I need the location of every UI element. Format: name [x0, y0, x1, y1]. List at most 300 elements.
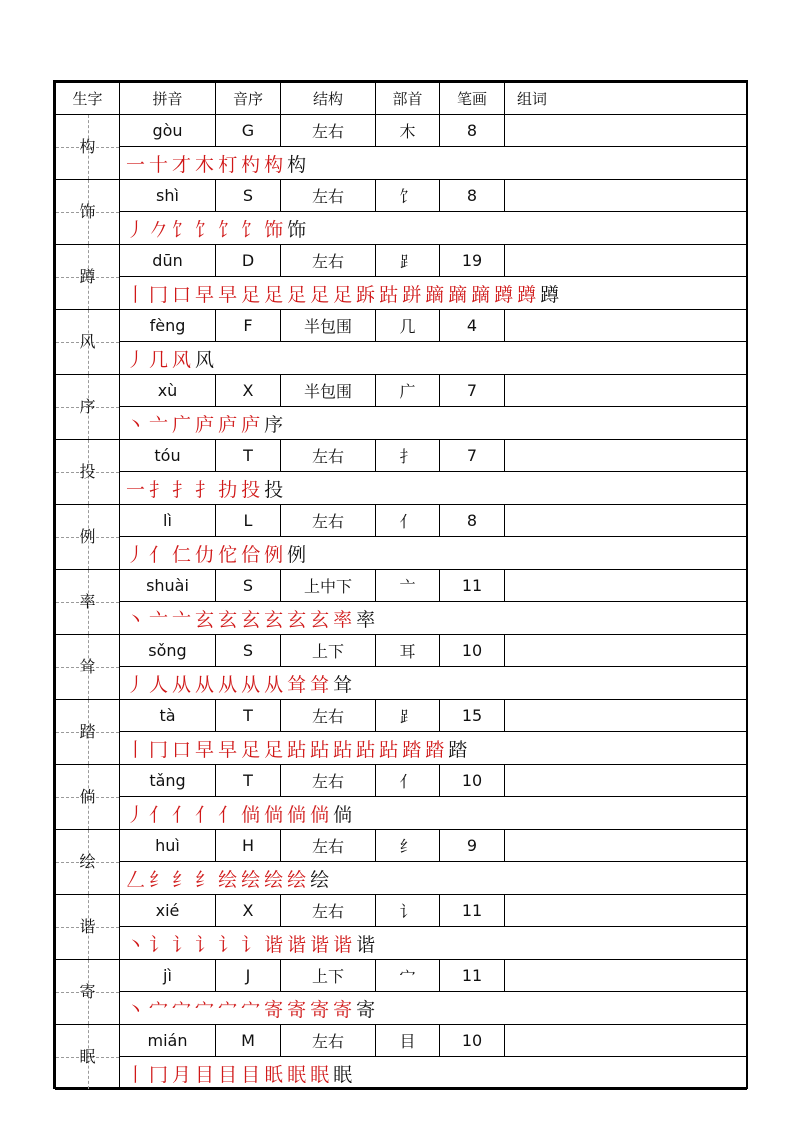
- stroke-step: 从: [172, 673, 192, 696]
- bihua-cell: 15: [440, 700, 505, 732]
- stroke-step: 丿: [126, 218, 146, 241]
- stroke-step: 庐: [218, 413, 238, 436]
- yinxu-cell: H: [216, 830, 281, 862]
- stroke-order-cell: [120, 1057, 747, 1090]
- stroke-step: 佗: [218, 543, 238, 566]
- header-shengzi: 生字: [56, 83, 120, 115]
- stroke-step: 庐: [241, 413, 261, 436]
- stroke-step: 丶: [126, 413, 146, 436]
- character-rows: [56, 115, 747, 1090]
- character-worksheet: [53, 80, 748, 1089]
- zuci-cell[interactable]: [505, 440, 747, 472]
- stroke-step: 饣: [241, 218, 261, 241]
- stroke-step: 玄: [195, 608, 215, 631]
- char-info-row: [56, 960, 747, 992]
- jiegou-cell: 半包围: [281, 310, 376, 342]
- stroke-step: 跅: [356, 283, 376, 306]
- bihua-cell: 10: [440, 765, 505, 797]
- stroke-step: 倘: [287, 803, 307, 826]
- stroke-order-cell: [120, 667, 747, 700]
- shengzi-cell: [56, 960, 120, 1025]
- stroke-order-row: [56, 732, 747, 765]
- stroke-step: 例: [287, 543, 307, 566]
- stroke-order-row: [56, 407, 747, 440]
- bushou-cell: 饣: [376, 180, 440, 212]
- stroke-step: 扌: [195, 478, 215, 501]
- stroke-step: 一: [126, 153, 146, 176]
- stroke-step: 亻: [218, 803, 238, 826]
- stroke-step: 风: [195, 348, 215, 371]
- stroke-order-cell: [120, 472, 747, 505]
- bihua-cell: 9: [440, 830, 505, 862]
- pinyin-cell: tóu: [120, 440, 216, 472]
- stroke-step: 蹢: [471, 283, 491, 306]
- stroke-step: 倘: [310, 803, 330, 826]
- stroke-step: 耸: [333, 673, 353, 696]
- stroke-step: 倘: [333, 803, 353, 826]
- stroke-step: 早: [218, 283, 238, 306]
- stroke-step: 广: [172, 413, 192, 436]
- stroke-order-cell: [120, 992, 747, 1025]
- stroke-step: 扐: [218, 478, 238, 501]
- stroke-step: 踏: [402, 738, 422, 761]
- bushou-cell: 讠: [376, 895, 440, 927]
- stroke-step: 宀: [172, 998, 192, 1021]
- zuci-cell[interactable]: [505, 310, 747, 342]
- zuci-cell[interactable]: [505, 375, 747, 407]
- stroke-order-row: [56, 797, 747, 830]
- stroke-step: 蹲: [494, 283, 514, 306]
- char-info-row: [56, 245, 747, 277]
- char-info-row: [56, 635, 747, 667]
- stroke-step: 构: [287, 153, 307, 176]
- bihua-cell: 10: [440, 1025, 505, 1057]
- stroke-step: 亠: [149, 413, 169, 436]
- stroke-order-row: [56, 277, 747, 310]
- bihua-cell: 8: [440, 505, 505, 537]
- stroke-step: 丶: [126, 998, 146, 1021]
- stroke-step: 从: [241, 673, 261, 696]
- pinyin-cell: gòu: [120, 115, 216, 147]
- stroke-step: 朾: [218, 153, 238, 176]
- jiegou-cell: 半包围: [281, 375, 376, 407]
- stroke-step: 足: [287, 283, 307, 306]
- stroke-step: 跕: [379, 738, 399, 761]
- bihua-cell: 10: [440, 635, 505, 667]
- yinxu-cell: D: [216, 245, 281, 277]
- stroke-step: 踏: [448, 738, 468, 761]
- header-pinyin: 拼音: [120, 83, 216, 115]
- stroke-step: 扌: [172, 478, 192, 501]
- shengzi-cell: [56, 830, 120, 895]
- character-glyph: 绘: [79, 852, 96, 871]
- header-zuci: 组词: [505, 83, 747, 115]
- bihua-cell: 19: [440, 245, 505, 277]
- stroke-step: 目: [195, 1063, 215, 1086]
- stroke-order-row: [56, 927, 747, 960]
- shengzi-cell: [56, 700, 120, 765]
- zuci-cell[interactable]: [505, 570, 747, 602]
- stroke-step: 玄: [287, 608, 307, 631]
- stroke-step: 饣: [218, 218, 238, 241]
- shengzi-cell: [56, 440, 120, 505]
- stroke-step: 蹲: [540, 283, 560, 306]
- jiegou-cell: 左右: [281, 505, 376, 537]
- stroke-step: 人: [149, 673, 169, 696]
- character-glyph: 谐: [79, 917, 96, 936]
- stroke-step: 冂: [149, 1063, 169, 1086]
- stroke-step: 玄: [310, 608, 330, 631]
- bushou-cell: ⻊: [376, 245, 440, 277]
- bushou-cell: 宀: [376, 960, 440, 992]
- zuci-cell[interactable]: [505, 635, 747, 667]
- pinyin-cell: shuài: [120, 570, 216, 602]
- shengzi-cell: [56, 505, 120, 570]
- bihua-cell: 11: [440, 895, 505, 927]
- yinxu-cell: J: [216, 960, 281, 992]
- yinxu-cell: S: [216, 570, 281, 602]
- stroke-step: 寄: [264, 998, 284, 1021]
- stroke-step: 从: [195, 673, 215, 696]
- stroke-step: 扌: [149, 478, 169, 501]
- stroke-order-cell: [120, 537, 747, 570]
- stroke-step: 早: [195, 738, 215, 761]
- stroke-order-cell: [120, 797, 747, 830]
- stroke-step: 冂: [149, 738, 169, 761]
- stroke-step: 目: [218, 1063, 238, 1086]
- stroke-step: 谐: [310, 933, 330, 956]
- bihua-cell: 8: [440, 180, 505, 212]
- char-info-row: [56, 830, 747, 862]
- zuci-cell[interactable]: [505, 700, 747, 732]
- yinxu-cell: T: [216, 700, 281, 732]
- bushou-cell: 纟: [376, 830, 440, 862]
- jiegou-cell: 左右: [281, 895, 376, 927]
- stroke-step: 风: [172, 348, 192, 371]
- jiegou-cell: 左右: [281, 180, 376, 212]
- stroke-step: 倘: [241, 803, 261, 826]
- stroke-order-row: [56, 667, 747, 700]
- yinxu-cell: S: [216, 635, 281, 667]
- stroke-step: 丿: [126, 803, 146, 826]
- zuci-cell[interactable]: [505, 765, 747, 797]
- stroke-step: 丨: [126, 738, 146, 761]
- stroke-step: 绘: [218, 868, 238, 891]
- stroke-step: 绘: [310, 868, 330, 891]
- yinxu-cell: L: [216, 505, 281, 537]
- shengzi-cell: [56, 115, 120, 180]
- jiegou-cell: 左右: [281, 1025, 376, 1057]
- bushou-cell: 亻: [376, 505, 440, 537]
- stroke-step: 跕: [287, 738, 307, 761]
- yinxu-cell: M: [216, 1025, 281, 1057]
- pinyin-cell: fèng: [120, 310, 216, 342]
- bushou-cell: 目: [376, 1025, 440, 1057]
- stroke-step: 从: [218, 673, 238, 696]
- stroke-step: 足: [333, 283, 353, 306]
- stroke-step: 宀: [241, 998, 261, 1021]
- header-bihua: 笔画: [440, 83, 505, 115]
- character-glyph: 风: [79, 332, 96, 351]
- stroke-step: 丿: [126, 348, 146, 371]
- stroke-step: 耸: [310, 673, 330, 696]
- zuci-cell[interactable]: [505, 830, 747, 862]
- stroke-step: 饰: [287, 218, 307, 241]
- stroke-step: 丿: [126, 673, 146, 696]
- yinxu-cell: X: [216, 895, 281, 927]
- shengzi-cell: [56, 570, 120, 635]
- stroke-step: 谐: [264, 933, 284, 956]
- stroke-order-row: [56, 472, 747, 505]
- jiegou-cell: 左右: [281, 830, 376, 862]
- stroke-step: 早: [195, 283, 215, 306]
- stroke-step: 宀: [149, 998, 169, 1021]
- stroke-order-row: [56, 1057, 747, 1090]
- stroke-step: 绘: [287, 868, 307, 891]
- stroke-step: 𠂊: [149, 218, 169, 241]
- stroke-step: 绘: [264, 868, 284, 891]
- stroke-step: 目: [241, 1063, 261, 1086]
- stroke-order-cell: [120, 147, 747, 180]
- stroke-step: 口: [172, 738, 192, 761]
- stroke-order-row: [56, 992, 747, 1025]
- stroke-step: 亻: [172, 803, 192, 826]
- stroke-step: 杓: [241, 153, 261, 176]
- bihua-cell: 7: [440, 375, 505, 407]
- character-glyph: 眠: [79, 1047, 96, 1066]
- bihua-cell: 4: [440, 310, 505, 342]
- stroke-step: 月: [172, 1063, 192, 1086]
- stroke-step: 率: [333, 608, 353, 631]
- pinyin-cell: dūn: [120, 245, 216, 277]
- stroke-step: 从: [264, 673, 284, 696]
- stroke-step: 谐: [287, 933, 307, 956]
- yinxu-cell: F: [216, 310, 281, 342]
- stroke-step: 饣: [172, 218, 192, 241]
- zuci-cell[interactable]: [505, 245, 747, 277]
- zuci-cell[interactable]: [505, 960, 747, 992]
- stroke-order-row: [56, 342, 747, 375]
- character-glyph: 投: [79, 462, 96, 481]
- stroke-step: 寄: [333, 998, 353, 1021]
- stroke-step: 眠: [310, 1063, 330, 1086]
- jiegou-cell: 左右: [281, 440, 376, 472]
- zuci-cell[interactable]: [505, 1025, 747, 1057]
- stroke-step: 讠: [149, 933, 169, 956]
- jiegou-cell: 上下: [281, 635, 376, 667]
- stroke-step: 亠: [172, 608, 192, 631]
- bihua-cell: 8: [440, 115, 505, 147]
- pinyin-cell: tǎng: [120, 765, 216, 797]
- stroke-step: 玄: [241, 608, 261, 631]
- char-info-row: [56, 765, 747, 797]
- stroke-step: 十: [149, 153, 169, 176]
- pinyin-cell: shì: [120, 180, 216, 212]
- shengzi-cell: [56, 895, 120, 960]
- stroke-step: 庐: [195, 413, 215, 436]
- yinxu-cell: G: [216, 115, 281, 147]
- stroke-step: 踏: [425, 738, 445, 761]
- stroke-step: 耸: [287, 673, 307, 696]
- shengzi-cell: [56, 765, 120, 830]
- character-glyph: 耸: [79, 657, 96, 676]
- stroke-step: 才: [172, 153, 192, 176]
- stroke-step: 倘: [264, 803, 284, 826]
- bihua-cell: 7: [440, 440, 505, 472]
- char-info-row: [56, 440, 747, 472]
- char-info-row: [56, 700, 747, 732]
- char-info-row: [56, 310, 747, 342]
- character-glyph: 踏: [79, 722, 96, 741]
- yinxu-cell: S: [216, 180, 281, 212]
- yinxu-cell: X: [216, 375, 281, 407]
- bushou-cell: 亠: [376, 570, 440, 602]
- stroke-step: 亻: [195, 803, 215, 826]
- stroke-step: 足: [241, 283, 261, 306]
- stroke-step: 玄: [264, 608, 284, 631]
- stroke-step: 足: [264, 283, 284, 306]
- stroke-order-row: [56, 147, 747, 180]
- stroke-step: 丶: [126, 933, 146, 956]
- stroke-step: 宀: [218, 998, 238, 1021]
- char-info-row: [56, 375, 747, 407]
- stroke-step: 例: [264, 543, 284, 566]
- stroke-step: 丿: [126, 543, 146, 566]
- pinyin-cell: sǒng: [120, 635, 216, 667]
- character-glyph: 率: [79, 592, 96, 611]
- zuci-cell[interactable]: [505, 115, 747, 147]
- stroke-step: 跕: [333, 738, 353, 761]
- stroke-order-cell: [120, 277, 747, 310]
- bushou-cell: 亻: [376, 765, 440, 797]
- stroke-step: 序: [264, 413, 284, 436]
- yinxu-cell: T: [216, 440, 281, 472]
- stroke-step: 饰: [264, 218, 284, 241]
- char-info-row: [56, 1025, 747, 1057]
- pinyin-cell: lì: [120, 505, 216, 537]
- character-glyph: 构: [79, 137, 96, 156]
- stroke-step: 寄: [310, 998, 330, 1021]
- stroke-step: 一: [126, 478, 146, 501]
- bushou-cell: 扌: [376, 440, 440, 472]
- stroke-step: 早: [218, 738, 238, 761]
- pinyin-cell: tà: [120, 700, 216, 732]
- stroke-step: 丶: [126, 608, 146, 631]
- shengzi-cell: [56, 245, 120, 310]
- character-glyph: 序: [79, 397, 96, 416]
- bushou-cell: 几: [376, 310, 440, 342]
- stroke-step: 眠: [333, 1063, 353, 1086]
- stroke-step: 蹢: [425, 283, 445, 306]
- stroke-step: 跍: [379, 283, 399, 306]
- character-glyph: 例: [79, 527, 96, 546]
- stroke-step: 足: [241, 738, 261, 761]
- stroke-step: 口: [172, 283, 192, 306]
- stroke-step: 足: [264, 738, 284, 761]
- jiegou-cell: 上下: [281, 960, 376, 992]
- stroke-step: 讠: [241, 933, 261, 956]
- stroke-step: 玄: [218, 608, 238, 631]
- stroke-step: 仂: [195, 543, 215, 566]
- char-info-row: [56, 570, 747, 602]
- character-glyph: 饰: [79, 202, 96, 221]
- stroke-step: 纟: [172, 868, 192, 891]
- stroke-step: 投: [264, 478, 284, 501]
- stroke-order-row: [56, 862, 747, 895]
- stroke-step: 丨: [126, 283, 146, 306]
- character-glyph: 寄: [79, 982, 96, 1001]
- stroke-step: 木: [195, 153, 215, 176]
- stroke-step: 宀: [195, 998, 215, 1021]
- pinyin-cell: xù: [120, 375, 216, 407]
- jiegou-cell: 左右: [281, 115, 376, 147]
- stroke-order-row: [56, 212, 747, 245]
- stroke-step: 眂: [264, 1063, 284, 1086]
- jiegou-cell: 左右: [281, 765, 376, 797]
- bushou-cell: ⻊: [376, 700, 440, 732]
- stroke-order-row: [56, 537, 747, 570]
- shengzi-cell: [56, 310, 120, 375]
- zuci-cell[interactable]: [505, 505, 747, 537]
- header-bushou: 部首: [376, 83, 440, 115]
- header-jiegou: 结构: [281, 83, 376, 115]
- stroke-step: 亻: [149, 803, 169, 826]
- character-glyph: 蹲: [79, 267, 96, 286]
- stroke-step: 饣: [195, 218, 215, 241]
- stroke-step: 几: [149, 348, 169, 371]
- pinyin-cell: xié: [120, 895, 216, 927]
- pinyin-cell: mián: [120, 1025, 216, 1057]
- char-info-row: [56, 180, 747, 212]
- stroke-order-cell: [120, 927, 747, 960]
- stroke-step: 佮: [241, 543, 261, 566]
- bihua-cell: 11: [440, 570, 505, 602]
- character-glyph: 倘: [79, 787, 96, 806]
- stroke-step: 足: [310, 283, 330, 306]
- header-row: [56, 83, 747, 115]
- stroke-step: 绘: [241, 868, 261, 891]
- jiegou-cell: 左右: [281, 700, 376, 732]
- stroke-order-cell: [120, 407, 747, 440]
- zuci-cell[interactable]: [505, 180, 747, 212]
- stroke-step: 亻: [149, 543, 169, 566]
- stroke-step: 跕: [356, 738, 376, 761]
- zuci-cell[interactable]: [505, 895, 747, 927]
- stroke-step: 构: [264, 153, 284, 176]
- shengzi-cell: [56, 1025, 120, 1090]
- header-yinxu: 音序: [216, 83, 281, 115]
- stroke-order-row: [56, 602, 747, 635]
- stroke-order-cell: [120, 212, 747, 245]
- bushou-cell: 耳: [376, 635, 440, 667]
- char-info-row: [56, 505, 747, 537]
- char-info-row: [56, 895, 747, 927]
- stroke-step: 讠: [195, 933, 215, 956]
- stroke-step: 冂: [149, 283, 169, 306]
- stroke-step: 跕: [310, 738, 330, 761]
- stroke-step: 谐: [333, 933, 353, 956]
- char-info-row: [56, 115, 747, 147]
- pinyin-cell: huì: [120, 830, 216, 862]
- bushou-cell: 木: [376, 115, 440, 147]
- stroke-order-cell: [120, 602, 747, 635]
- stroke-step: 谐: [356, 933, 376, 956]
- stroke-step: 纟: [149, 868, 169, 891]
- bushou-cell: 广: [376, 375, 440, 407]
- stroke-order-cell: [120, 862, 747, 895]
- jiegou-cell: 左右: [281, 245, 376, 277]
- stroke-step: 亠: [149, 608, 169, 631]
